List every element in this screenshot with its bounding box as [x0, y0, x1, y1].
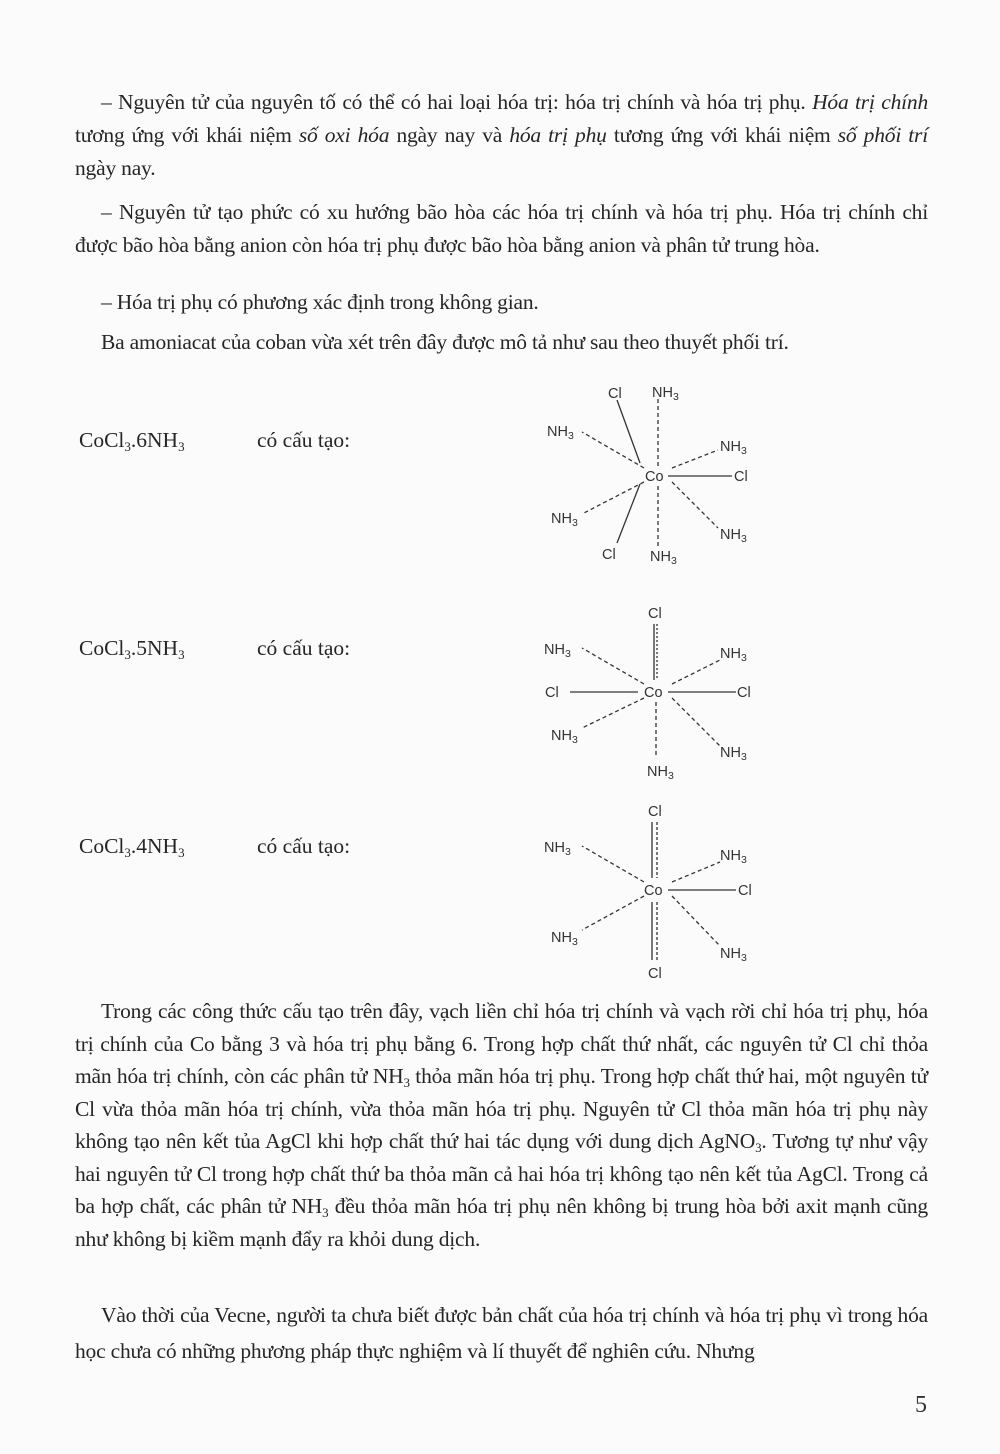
bond-dashed: [672, 698, 720, 746]
bond-dashed: [672, 450, 718, 468]
structure-label: có cấu tạo:: [257, 636, 351, 660]
atom-nh3: $NH_3$: [720, 646, 747, 664]
text-run: tương ứng với khái niệm: [75, 123, 299, 147]
atom-cl: Cl: [545, 685, 559, 701]
text-run: Vào thời của Vecne, người ta chưa biết được bản chất của hóa trị chính và hóa trị phụ vì trong hóa học chưa có những phương pháp thực nghiệm và lí thuyết để nghiên cứu. Nhưng: [75, 1303, 928, 1363]
text-run: Ba amoniacat của coban vừa xét trên đây được mô tả như sau theo thuyết phối trí.: [101, 330, 789, 354]
octahedral-structure-4nh3: [540, 794, 770, 984]
atom-cl: Cl: [738, 883, 752, 899]
text-run: – Hóa trị phụ có phương xác định trong không gian.: [101, 290, 539, 314]
atom-nh3: $NH_3$: [652, 385, 679, 403]
paragraph-intro-structures: [75, 326, 928, 359]
structure-label: có cấu tạo:: [257, 428, 351, 452]
text-run: – Nguyên tử tạo phức có xu hướng bão hòa các hóa trị chính và hóa trị phụ. Hóa trị chính chỉ được bão hòa bằng anion còn hóa trị phụ được bão hòa bằng anion và phân tử trung hòa.: [75, 200, 928, 257]
atom-nh3: $NH_3$: [544, 840, 571, 858]
text-run: đều thỏa mãn hóa trị phụ nên không bị trung hòa bởi axit mạnh cũng như không bị kiềm mạnh đẩy ra khỏi dung dịch.: [75, 1194, 928, 1251]
page-number: 5: [915, 1392, 927, 1418]
atom-cl: Cl: [737, 685, 751, 701]
text-run: Trong các công thức cấu tạo trên đây, vạch liền chỉ hóa trị chính và vạch rời chỉ hóa trị phụ, hóa trị chính của Co bằng 3 và hóa trị phụ bằng 6. Trong hợp chất thứ nhất, các nguyên tử Cl chỉ thỏa mãn hóa trị chính, còn các phân tử NH: [75, 999, 928, 1088]
bond-dashed: [672, 896, 720, 946]
atom-co: Co: [644, 685, 663, 701]
paragraph-primary-secondary-valence: [75, 86, 928, 185]
paragraph-direction: [75, 286, 928, 319]
atom-cl: Cl: [608, 386, 622, 402]
bond-dashed: [582, 846, 644, 882]
atom-nh3: $NH_3$: [544, 642, 571, 660]
bond-solid: [617, 400, 640, 463]
octahedral-structure-5nh3: [540, 596, 770, 786]
structure-label: có cấu tạo:: [257, 834, 351, 858]
text-run: tương ứng với khái niệm: [606, 123, 838, 147]
atom-cl: Cl: [602, 547, 616, 563]
structure-diagram-1: [540, 380, 770, 575]
compound-formula: $CoCl_3.6NH_3$: [79, 428, 185, 454]
atom-nh3: $NH_3$: [720, 745, 747, 763]
atom-nh3: $NH_3$: [720, 439, 747, 457]
paragraph-explanation: [75, 995, 928, 1255]
subscript: 3: [755, 1140, 762, 1155]
bond-dashed: [582, 648, 644, 684]
atom-nh3: $NH_3$: [551, 511, 578, 529]
subscript: 3: [403, 1075, 410, 1090]
atom-nh3: $NH_3$: [720, 527, 747, 545]
atom-cl: Cl: [648, 606, 662, 622]
atom-nh3: $NH_3$: [650, 549, 677, 567]
atom-nh3: $NH_3$: [551, 728, 578, 746]
bond-solid: [617, 484, 640, 543]
structure-diagram-3: [540, 794, 770, 989]
text-run: – Nguyên tử của nguyên tố có thể có hai loại hóa trị: hóa trị chính và hóa trị phụ.: [101, 90, 813, 114]
atom-nh3: $NH_3$: [647, 764, 674, 782]
octahedral-structure-6nh3: [540, 380, 770, 570]
atom-cl: Cl: [734, 469, 748, 485]
atom-cl: Cl: [648, 804, 662, 820]
text-run: . Tương tự như vậy hai nguyên tử Cl trong hợp chất thứ ba thỏa mãn cả hai hóa trị không tạo nên kết tủa AgCl. Trong cả ba hợp chất, các phân tử NH: [75, 1129, 928, 1218]
italic-term-hoa-tri-phu: hóa trị phụ: [509, 123, 607, 147]
atom-nh3: $NH_3$: [551, 930, 578, 948]
bond-dashed: [672, 482, 718, 528]
italic-term-hoa-tri-chinh: Hóa trị chính: [812, 90, 928, 114]
atom-co: Co: [644, 883, 663, 899]
italic-term-so-phoi-tri: số phối trí: [837, 123, 928, 147]
compound-formula: $CoCl_3.5NH_3$: [79, 636, 185, 662]
compound-formula: $CoCl_3.4NH_3$: [79, 834, 185, 860]
atom-cl: Cl: [648, 966, 662, 982]
paragraph-saturation: [75, 196, 928, 262]
bond-dashed: [582, 896, 644, 930]
atom-nh3: $NH_3$: [720, 946, 747, 964]
bond-dashed: [672, 660, 720, 684]
bond-dashed: [672, 862, 720, 882]
atom-nh3: $NH_3$: [547, 424, 574, 442]
structure-diagram-2: [540, 596, 770, 791]
text-run: thỏa mãn hóa trị phụ. Trong hợp chất thứ hai, một nguyên tử Cl vừa thỏa mãn hóa trị chính, vừa thỏa mãn hóa trị phụ. Nguyên tử Cl thỏa mãn hóa trị phụ này không tạo nên kết tủa AgCl khi hợp chất thứ hai tác dụng với dung dịch AgNO: [75, 1064, 928, 1153]
italic-term-so-oxi-hoa: số oxi hóa: [298, 123, 390, 147]
atom-co: Co: [645, 469, 664, 485]
bond-dashed: [582, 698, 644, 728]
text-run: ngày nay và: [389, 123, 510, 147]
text-run: ngày nay.: [75, 156, 156, 180]
atom-nh3: $NH_3$: [720, 848, 747, 866]
paragraph-vecne-era: [75, 1297, 928, 1369]
subscript: 3: [322, 1205, 329, 1220]
